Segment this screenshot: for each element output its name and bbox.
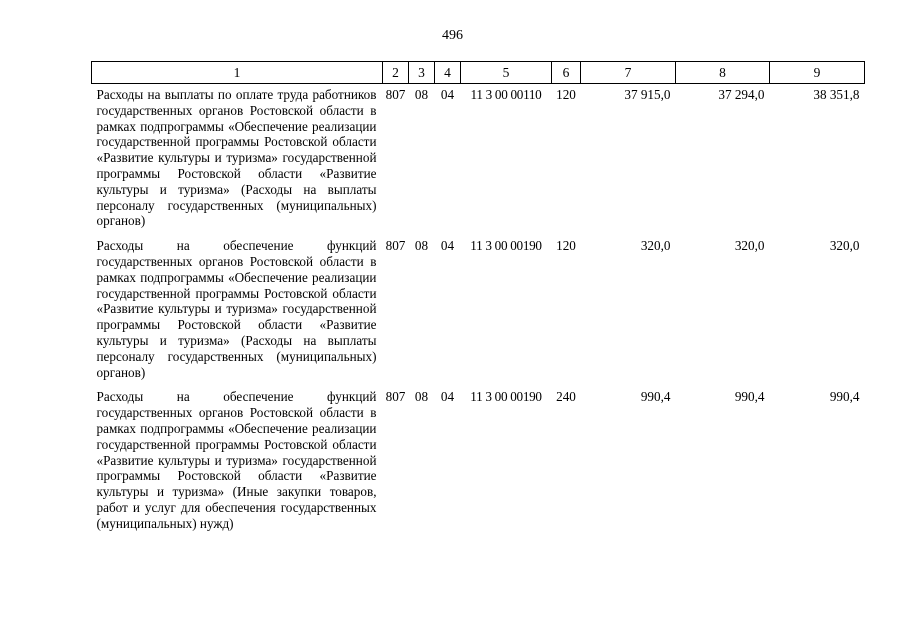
amount-col7: 990,4 — [640, 389, 671, 405]
table-row — [92, 235, 865, 386]
expense-type-code: 240 — [556, 389, 576, 405]
column-header: 2 — [383, 62, 409, 84]
column-header: 6 — [552, 62, 581, 84]
expense-type-code: 120 — [556, 238, 576, 254]
target-article-code: 11 3 00 00190 — [470, 238, 542, 254]
column-header: 4 — [435, 62, 461, 84]
amount-col7: 37 915,0 — [624, 87, 671, 102]
section-code: 08 — [414, 238, 429, 254]
target-article-code: 11 3 00 00110 — [470, 87, 542, 102]
section-code: 08 — [414, 87, 429, 102]
row-description: Расходы на выплаты по оплате труда работников государственных органов Ростовской области в рамках подпрограммы «Обеспечение реализации государственной программы Ростовской области «Развитие культуры и туризма» государственной программы Ростовской области «Развитие культуры и туризма» (Расходы на выплаты персоналу государственных (муниципальных) органов) — [96, 87, 377, 229]
section-code: 08 — [414, 389, 429, 405]
ministry-code: 807 — [385, 389, 406, 405]
row-description: Расходы на обеспечение функций государственных органов Ростовской области в рамках подпрограммы «Обеспечение реализации государственной программы Ростовской области «Развитие культуры и туризма» государственной программы Ростовской области «Развитие культуры и туризма» (Иные закупки товаров, работ и услуг для обеспечения государственных (муниципальных) нужд) — [96, 389, 377, 531]
amount-col7: 320,0 — [640, 238, 671, 254]
column-header: 7 — [581, 62, 676, 84]
ministry-code: 807 — [385, 238, 406, 254]
table-row — [92, 386, 865, 537]
amount-col8: 37 294,0 — [718, 87, 765, 102]
amount-col9: 320,0 — [829, 238, 860, 254]
amount-col9: 990,4 — [829, 389, 860, 405]
subsection-code: 04 — [440, 389, 455, 405]
subsection-code: 04 — [440, 238, 455, 254]
amount-col8: 990,4 — [734, 389, 765, 405]
target-article-code: 11 3 00 00190 — [470, 389, 542, 405]
budget-table — [91, 61, 865, 538]
amount-col9: 38 351,8 — [813, 87, 860, 102]
column-header: 1 — [92, 62, 383, 84]
row-description: Расходы на обеспечение функций государственных органов Ростовской области в рамках подпрограммы «Обеспечение реализации государственной программы Ростовской области «Развитие культуры и туризма» государственной программы Ростовской области «Развитие культуры и туризма» (Расходы на выплаты персоналу государственных (муниципальных) органов) — [96, 238, 377, 380]
expense-type-code: 120 — [556, 87, 576, 102]
page-number: 496 — [442, 28, 463, 43]
column-header: 8 — [676, 62, 770, 84]
amount-col8: 320,0 — [734, 238, 765, 254]
table-row — [92, 84, 865, 236]
subsection-code: 04 — [440, 87, 455, 102]
column-header: 9 — [770, 62, 865, 84]
table-header-row — [92, 62, 865, 84]
column-header: 5 — [461, 62, 552, 84]
column-header: 3 — [409, 62, 435, 84]
ministry-code: 807 — [385, 87, 406, 102]
